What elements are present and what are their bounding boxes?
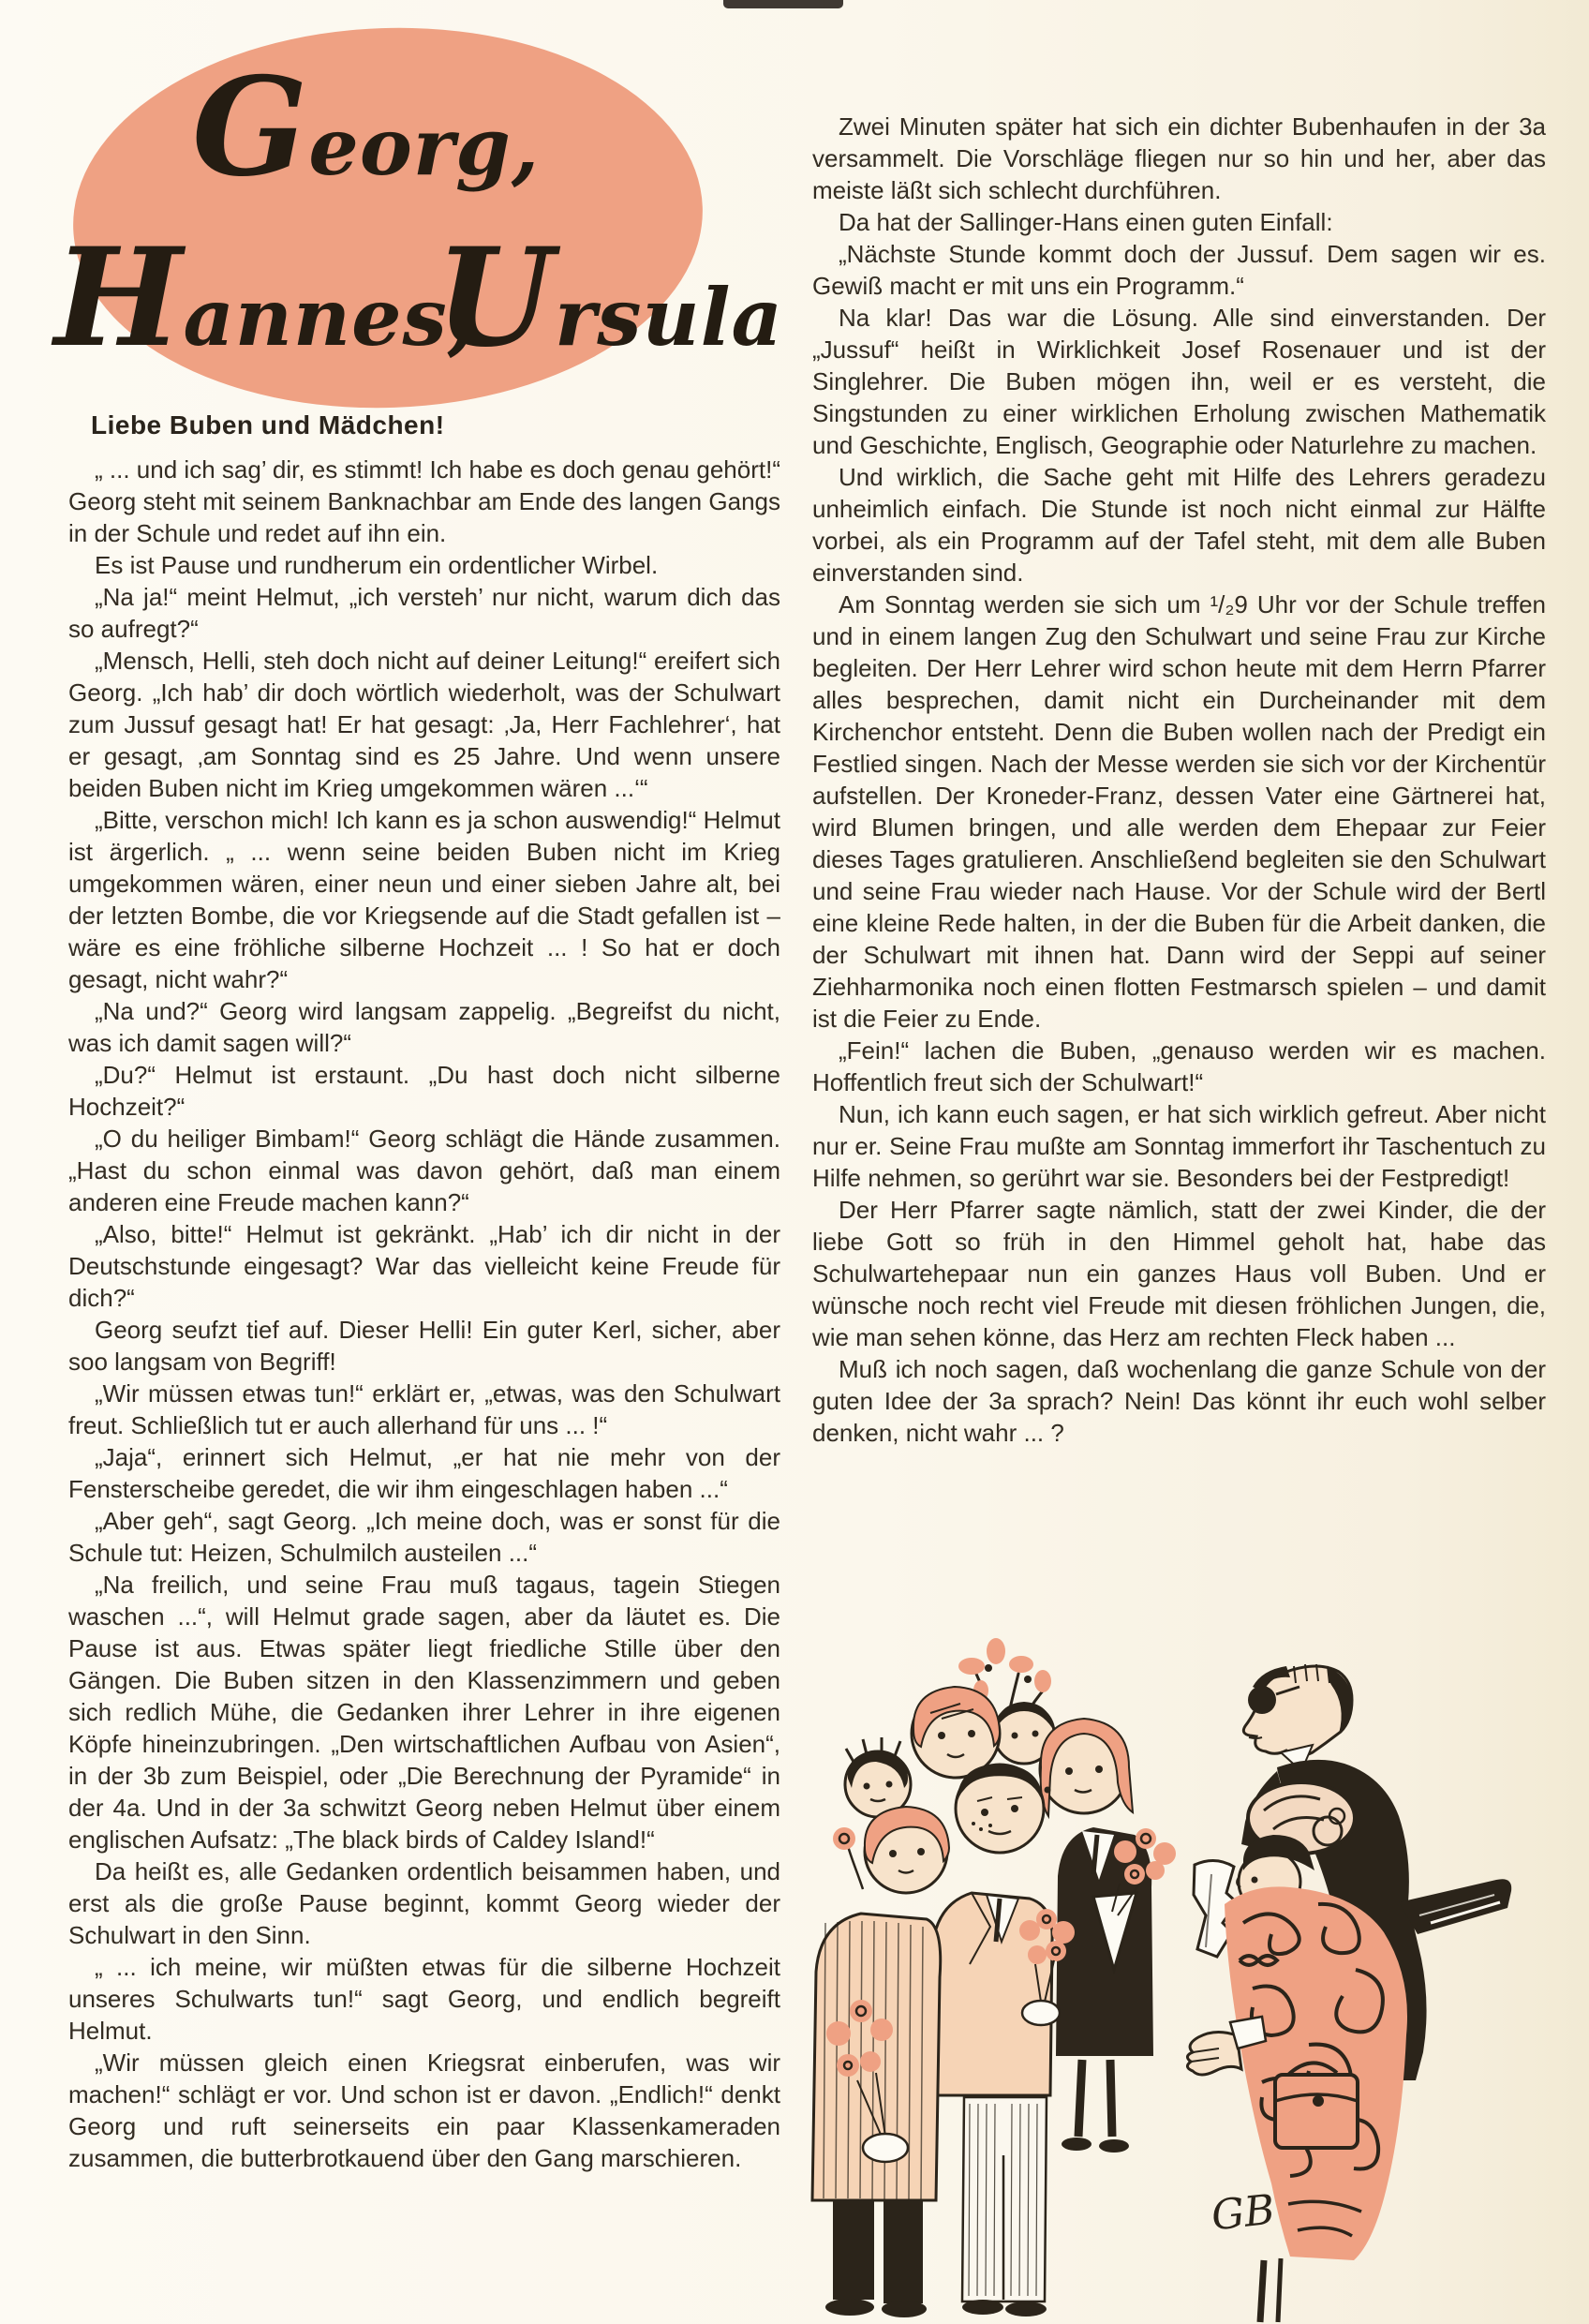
paragraph: Am Sonntag werden sie sich um ¹/₂9 Uhr vor der Schule treffen und in einem langen Zug den Schulwart und seine Frau zur Kirche begleiten. Der Herr Lehrer wird schon heute mit dem Herrn Pfarrer alles besprechen, damit nicht ein Durcheinander mit dem Kirchenchor entsteht. Denn die Buben wollen nach der Predigt ein Festlied singen. Nach der Messe werden sie sich vor der Kirchentür aufstellen. Der Kroneder-Franz, dessen Vater eine Gärtnerei hat, wird Blumen bringen, und alle werden dem Ehepaar zur Feier dieses Tages gratulieren. Anschließend begleiten sie den Schulwart und seine Frau wieder nach Hause. Vor der Schule wird der Bertl eine kleine Rede halten, in der die Buben für die Arbeit danken, die der Schulwart mit ihnen hat. Dann wird der Seppi auf seiner Ziehharmonika noch einen flotten Festmarsch spielen – und damit ist die Feier zu Ende. (812, 590, 1546, 1033)
paragraph: „Bitte, verschon mich! Ich kann es ja schon auswendig!“ Helmut ist ärgerlich. „ ... wenn seine beiden Buben nicht im Krieg umgekommen wären, einer neun und einer sieben Jahre alt, bei der letzten Bombe, die vor Kriegsende auf die Stadt gefallen ist – wäre es eine fröhliche silberne Hochzeit ... ! So hat er doch gesagt, nicht wahr?“ (68, 806, 780, 993)
illustration-drawing (764, 1593, 1574, 2324)
paragraph: Muß ich noch sagen, daß wochenlang die ganze Schule von der guten Idee der 3a sprach? Nein! Das könnt ihr euch wohl selber denken, nicht wahr ... ? (812, 1355, 1546, 1447)
salutation-heading: Liebe Buben und Mädchen! (91, 410, 445, 439)
paragraph: „Jaja“, erinnert sich Helmut, „er hat nie mehr von der Fensterscheibe geredet, die wir ihm eingeschlagen haben ...“ (68, 1443, 780, 1503)
paragraph: „Du?“ Helmut ist erstaunt. „Du hast doch nicht silberne Hochzeit?“ (68, 1061, 780, 1121)
boy-orange-hair-front (865, 1807, 949, 1893)
right-column (812, 111, 1546, 1449)
paragraph: „Wir müssen etwas tun!“ erklärt er, „etwas, was den Schulwart freut. Schließlich tut er auch allerhand für uns ... !“ (68, 1379, 780, 1439)
paragraph: „Na freilich, und seine Frau muß tagaus, tagein Stiegen waschen ...“, will Helmut grade sagen, aber da läutet es. Die Pause ist aus. Etwas später liegt friedliche Stille über den Gängen. Die Buben sitzen in den Klassenzimmern und geben sich redlich Mühe, die Gedanken ihrer Lehrer in ihre eigenen Köpfe hineinzubringen. „Den wirtschaftlichen Aufbau von Asien“, in der 3b zum Beispiel, oder „Die Berechnung der Pyramide“ in der 4a. Und in der 3a schwitzt Georg neben Helmut über einem englischen Aufsatz: „The black birds of Caldey Island!“ (68, 1571, 780, 1854)
paragraph: „Fein!“ lachen die Buben, „genauso werden wir es machen. Hoffentlich freut sich der Schulwart!“ (812, 1036, 1546, 1096)
striped-trousers (962, 2097, 1047, 2317)
boy-freckles-front (956, 1764, 1044, 1853)
paragraph: „Nächste Stunde kommt doch der Jussuf. Dem sagen wir es. Gewiß macht er mit uns ein Programm.“ (812, 240, 1546, 300)
boy-spiky-hair (845, 1737, 911, 1817)
scan-artifact (723, 0, 843, 8)
paragraph: „O du heiliger Bimbam!“ Georg schlägt die Hände zusammen. „Hast du schon einmal was davon gehört, daß man einem anderen eine Freude machen kann?“ (68, 1125, 780, 1216)
single-flower-icon (833, 1827, 863, 1889)
earring-icon (1045, 1787, 1051, 1794)
paragraph: „Aber geh“, sagt Georg. „Ich meine doch, was er sonst für die Schule tut: Heizen, Schulmilch austeilen ...“ (68, 1507, 780, 1567)
paragraph: Es ist Pause und rundherum ein ordentlicher Wirbel. (95, 551, 659, 579)
paragraph: Nun, ich kann euch sagen, er hat sich wirklich gefreut. Aber nicht nur er. Seine Frau mußte am Sonntag immerfort ihr Taschentuch zu Hilfe nehmen, so gerührt war sie. Besonders bei der Festpredigt! (812, 1100, 1546, 1192)
paragraph: „Wir müssen gleich einen Kriegsrat einberufen, was wir machen!“ schlägt er vor. Und schon ist er davon. „Endlich!“ denkt Georg und ruft seinerseits ein paar Klassenkameraden zusammen, die butterbrotkauend über den Gang marschieren. (68, 2048, 780, 2172)
title-word-ursula: Ursula (436, 218, 783, 378)
paragraph: „ ... und ich sag’ dir, es stimmt! Ich habe es doch genau gehört!“ Georg steht mit seinem Banknachbar am Ende des langen Gangs in der Schule und redet auf ihn ein. (68, 455, 780, 547)
title-word-georg: Georg, (192, 48, 541, 207)
paragraph: „Also, bitte!“ Helmut ist gekränkt. „Hab’ ich dir nicht in der Deutschstunde eingesagt? War das vielleicht keine Freude für dich?“ (68, 1220, 780, 1312)
boy-orange-hair-top (912, 1687, 1000, 1778)
paragraph: „ ... ich meine, wir müßten etwas für die silberne Hochzeit unseres Schulwarts tun!“ sagt Georg, und endlich begreift Helmut. (68, 1953, 780, 2045)
child-long-orange-hair (1040, 1719, 1133, 1816)
paragraph: Der Herr Pfarrer sagte nämlich, statt der zwei Kinder, die der liebe Gott so früh in den Himmel geholt hat, habe das Schulwartehepaar nun ein ganzes Haus voll Buben. Und er wünsche noch recht viel Freude mit diesen fröhlichen Jungen, die, wie man sehen könne, das Herz am rechten Fleck haben ... (812, 1196, 1546, 1351)
paragraph: Zwei Minuten später hat sich ein dichter Bubenhaufen in der 3a versammelt. Die Vorschläge fliegen nur so hin und her, aber das meiste läßt sich schlecht durchführen. (812, 112, 1546, 204)
extended-hand (1187, 2032, 1241, 2075)
paragraph: „Mensch, Helli, steh doch nicht auf deiner Leitung!“ ereifert sich Georg. „Ich hab’ dir doch wörtlich wiederholt, was der Schulwart zum Jussuf gesagt hat! Er hat gesagt: ‚Ja, Herr Fachlehrer‘, hat er gesagt, ‚am Sonntag sind es 25 Jahre. Und wenn unsere beiden Buben nicht im Krieg umgekommen wären ...‘“ (68, 647, 780, 802)
left-column (68, 454, 780, 2174)
artist-signature: GB (1209, 2185, 1277, 2241)
illustration-children-greeting-couple (764, 1593, 1574, 2324)
paragraph: „Na ja!“ meint Helmut, „ich versteh’ nur nicht, warum dich das so aufregt?“ (68, 583, 780, 643)
paragraph: Georg seufzt tief auf. Dieser Helli! Ein guter Kerl, sicher, aber soo langsam von Begriff! (68, 1316, 780, 1376)
paragraph: Na klar! Das war die Lösung. Alle sind einverstanden. Der „Jussuf“ heißt in Wirklichkeit Josef Rosenauer und ist der Singlehrer. Die Buben mögen ihn, weil er es versteht, die Singstunden zu einer wirklichen Erholung zwischen Mathematik und Geschichte, Englisch, Geographie oder Naturlehre zu machen. (812, 304, 1546, 459)
handbag-icon (1275, 2075, 1358, 2148)
paragraph: Da heißt es, alle Gedanken ordentlich beisammen haben, und erst als die große Pause beginnt, kommt Georg wieder der Schulwart in den Sinn. (68, 1857, 780, 1949)
glasses-icon (1248, 1686, 1276, 1714)
paragraph: Und wirklich, die Sache geht mit Hilfe des Lehrers geradezu unheimlich einfach. Die Stunde ist noch nicht einmal zur Hälfte vorbei, als ein Programm auf der Tafel steht, mit dem alle Buben einverstanden sind. (812, 463, 1546, 587)
paragraph: Da hat der Sallinger-Hans einen guten Einfall: (839, 208, 1333, 236)
striped-coat (812, 1914, 941, 2317)
title-word-hannes: Hannes, (54, 218, 477, 378)
brush-stroke-arm (1399, 1879, 1511, 1934)
paragraph: „Na und?“ Georg wird langsam zappelig. „Begreifst du nicht, was ich damit sagen will?“ (68, 997, 780, 1057)
